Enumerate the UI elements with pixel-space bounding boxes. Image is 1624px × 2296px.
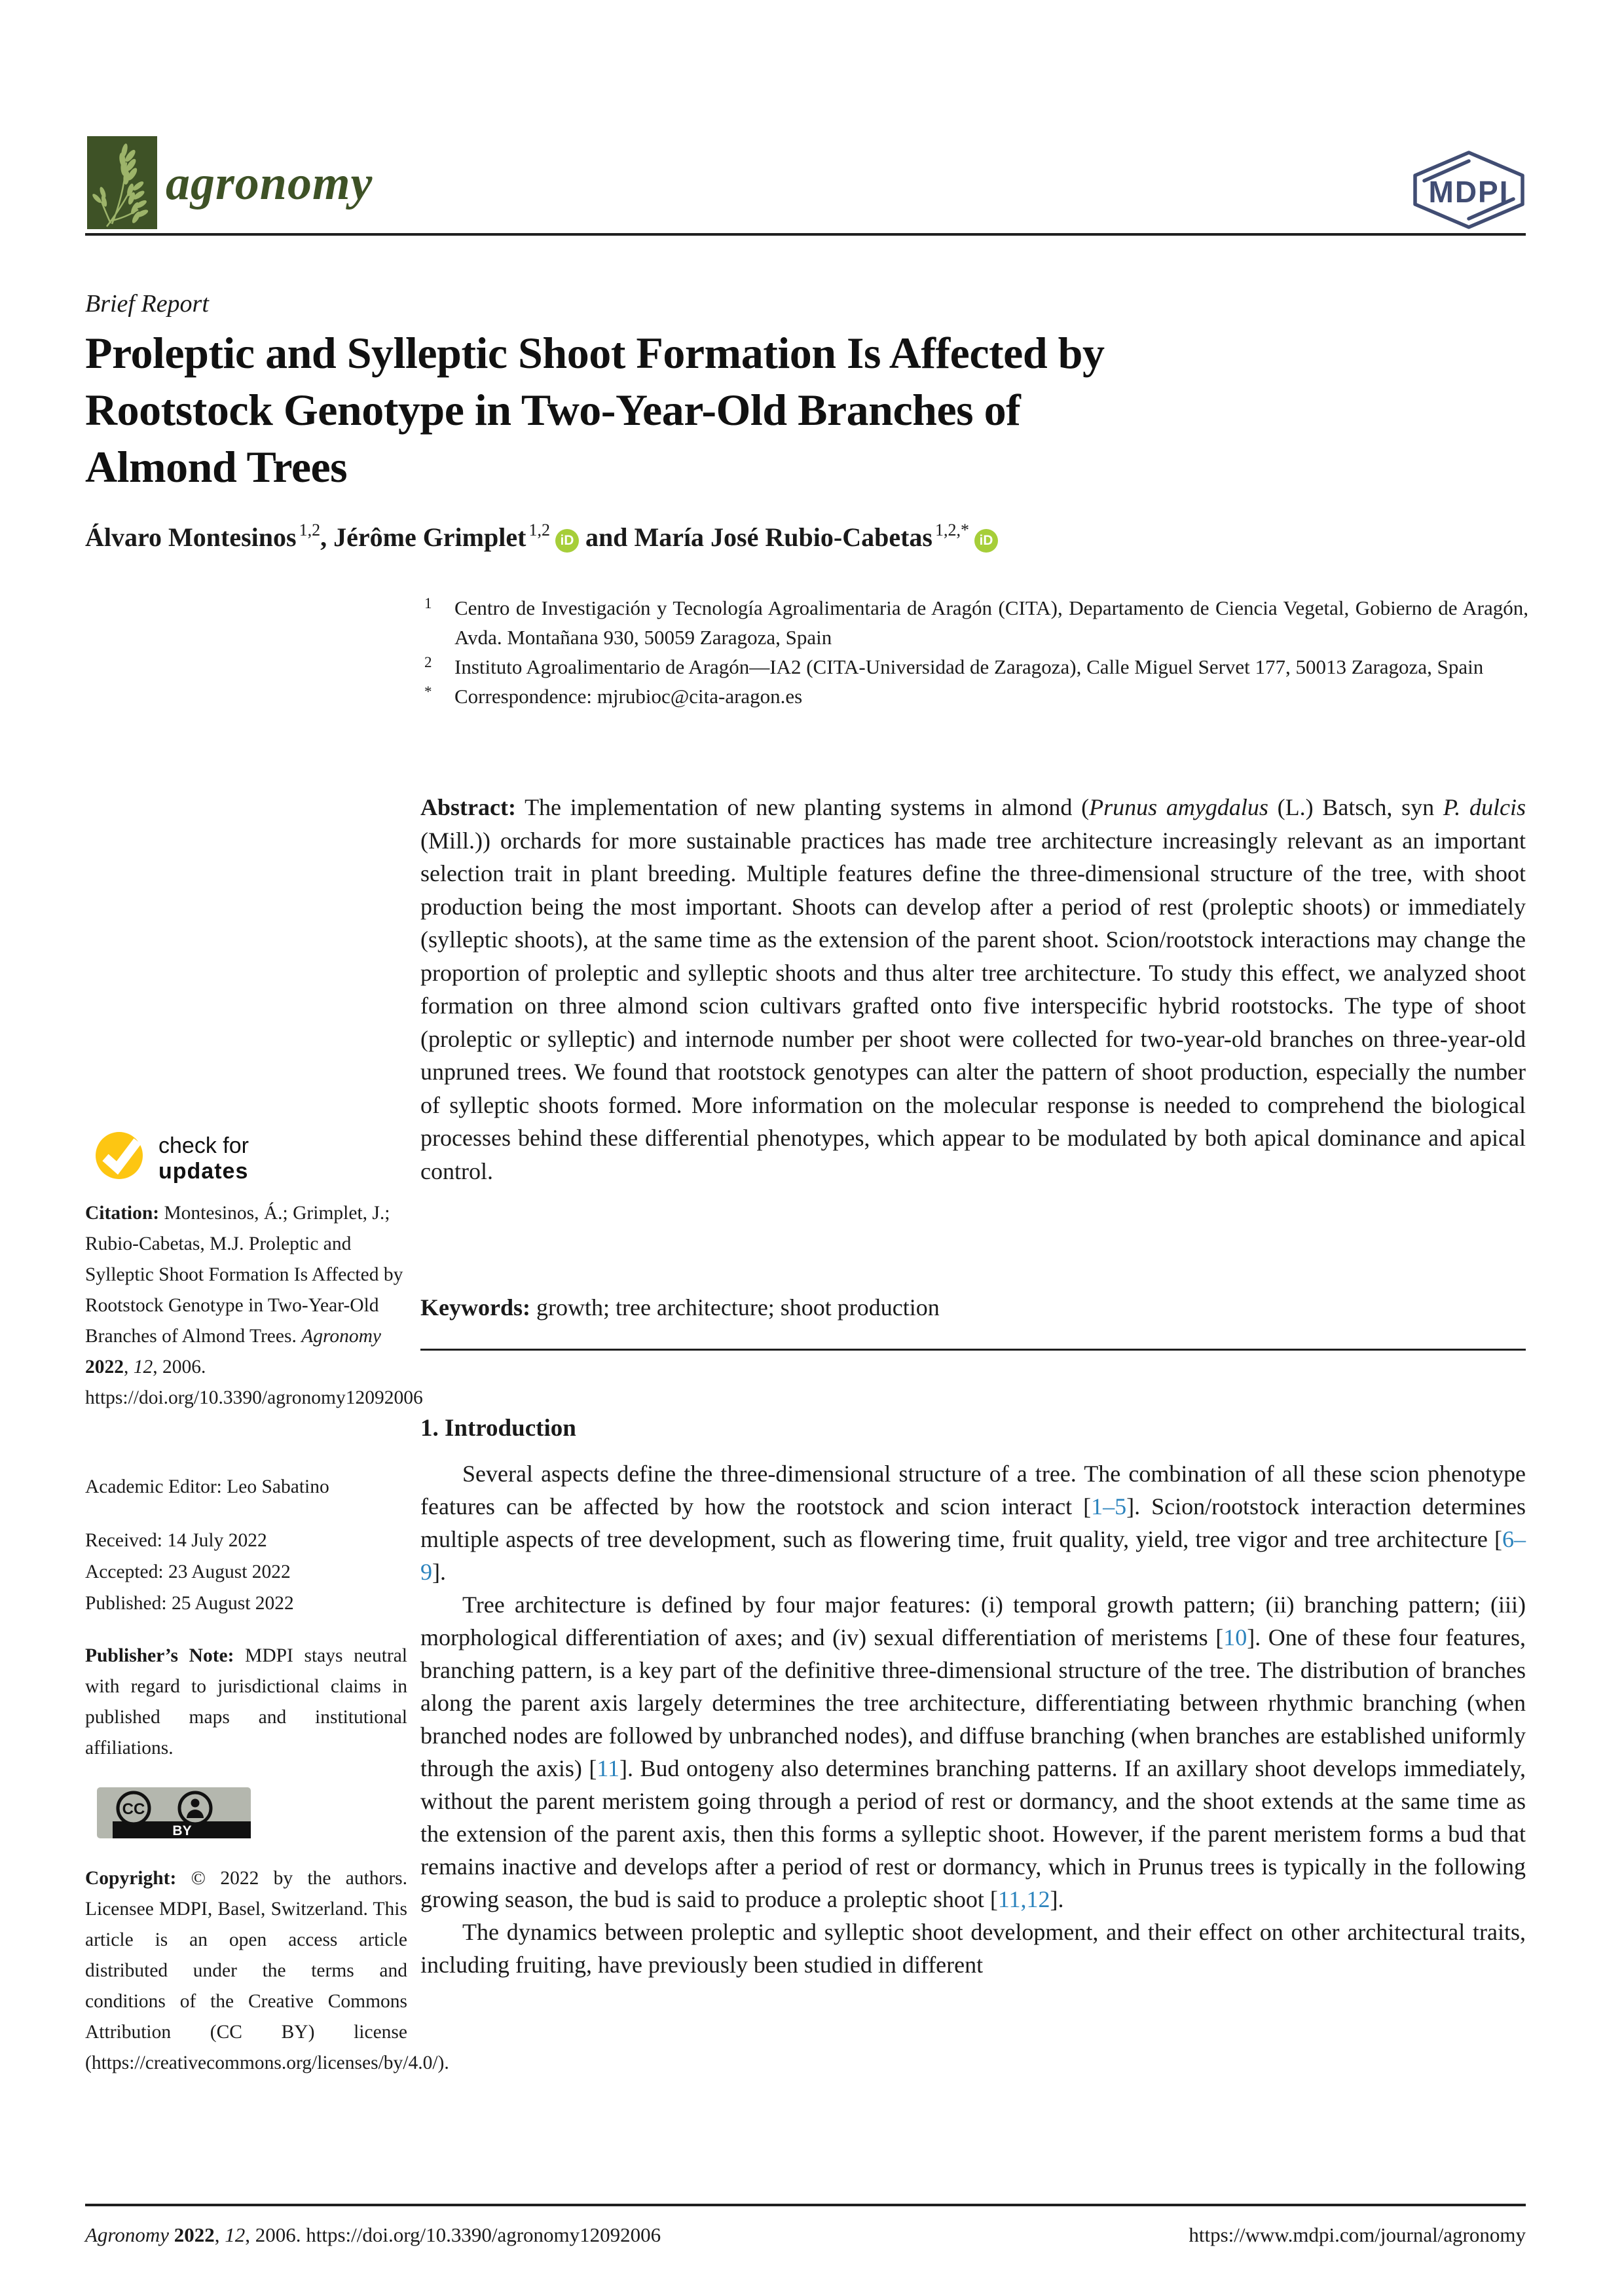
publishers-note	[85, 1641, 407, 1764]
reference-link[interactable]: 10	[1223, 1624, 1247, 1650]
author-affiliation-sup: 1,2,*	[934, 520, 969, 539]
footer-volume: 12	[225, 2223, 246, 2246]
affiliations	[420, 593, 1528, 711]
academic-editor-line: Academic Editor: Leo Sabatino	[85, 1476, 329, 1497]
section-heading-introduction: 1. Introduction	[420, 1415, 576, 1442]
reference-link[interactable]: 11	[597, 1755, 620, 1781]
citation-block	[85, 1198, 423, 1413]
article-title	[85, 325, 1388, 496]
paragraph-text: ].	[1050, 1886, 1064, 1912]
received-date: Received: 14 July 2022	[85, 1530, 267, 1551]
affiliation-marker: 2	[424, 654, 432, 670]
authors-line	[85, 522, 1526, 553]
footer-journal-url[interactable]: https://www.mdpi.com/journal/agronomy	[1189, 2223, 1526, 2246]
main-content	[420, 1414, 1526, 1981]
publishers-note-label: Publisher’s Note:	[85, 1645, 234, 1666]
agronomy-journal-logo-icon	[87, 136, 157, 229]
orcid-icon[interactable]: iD	[974, 529, 998, 553]
mdpi-logo[interactable]	[1410, 151, 1528, 229]
footer-text: ,	[214, 2223, 225, 2246]
accepted-date: Accepted: 23 August 2022	[85, 1561, 291, 1582]
paragraph-text: The dynamics between proleptic and sylleptic shoot development, and their effect on other architectural traits, including fruiting, have previously been studied in different	[420, 1919, 1526, 1978]
author-name: Jérôme Grimplet	[333, 522, 526, 552]
paragraph-text: ]. Scion/rootstock interaction determines multiple aspects of tree development, such as flowering time, fruit quality, yield, tree vigor and tree architecture [	[420, 1493, 1526, 1552]
citation-volume: 12	[133, 1357, 153, 1377]
affiliation-item	[420, 652, 1528, 682]
keywords-text: growth; tree architecture; shoot production	[530, 1294, 940, 1321]
paragraph-text: Tree architecture is defined by four major features: (i) temporal growth pattern; (ii) branching pattern; (iii) morphological differentiation of axes; and (iv) sexual differentiation of meristems [	[420, 1592, 1526, 1650]
affiliation-item	[420, 682, 1528, 711]
check-for-updates-icon[interactable]	[96, 1129, 148, 1182]
cc-icon-text: CC	[122, 1800, 145, 1818]
species-name: P. dulcis	[1443, 794, 1526, 820]
footer-divider	[85, 2204, 1526, 2206]
keywords-label: Keywords:	[420, 1294, 530, 1321]
citation-doi-link[interactable]: , 2006. https://doi.org/10.3390/agronomy12092006	[85, 1357, 423, 1408]
abstract-divider	[420, 1349, 1526, 1351]
title-line-3: Almond Trees	[85, 442, 348, 492]
citation-journal: Agronomy	[301, 1326, 382, 1347]
copyright-block	[85, 1863, 449, 2079]
title-line-1: Proleptic and Sylleptic Shoot Formation Is Affected by	[85, 328, 1105, 378]
footer-journal: Agronomy	[85, 2223, 174, 2246]
abstract-text: (Mill.)) orchards for more sustainable practices has made tree architecture increasingly relevant as an important selection trait in plant breeding. Multiple features define the three-dimensional structure of the tree, with shoot production being the most important. Shoots can develop after a period of rest (proleptic shoots) or immediately (sylleptic shoots), at the same time as the extension of the parent shoot. Scion/rootstock interactions may change the proportion of proleptic and sylleptic shoots and thus alter tree architecture. To study this effect, we analyzed shoot formation on three almond scion cultivars grafted onto five interspecific hybrid rootstocks. The type of shoot (proleptic or sylleptic) and internode number per shoot were collected for two-year-old branches on three-year-old unpruned trees. We found that rootstock genotypes can alter the pattern of shoot production, especially the number of sylleptic shoots formed. More information on the molecular response is needed to comprehend the biological processes behind these differential phenotypes, which appear to be modulated by both apical dominance and apical control.	[420, 827, 1526, 1184]
author-affiliation-sup: 1,2	[299, 520, 321, 539]
paragraph-text: ]. Bud ontogeny also determines branching patterns. If an axillary shoot develops immediately, without the parent meristem going through a period of rest or dormancy, and the shoot extends at the same time as the extension of the parent axis, then this forms a sylleptic shoot. However, if the parent meristem forms a bud that remains inactive and develops after a period of rest or dormancy, which in Prunus trees is typically in the following growing season, the bud is said to produce a proleptic shoot [	[420, 1755, 1526, 1912]
published-date: Published: 25 August 2022	[85, 1593, 294, 1614]
check-for-updates-button[interactable]	[158, 1133, 355, 1184]
citation-text: ,	[124, 1357, 134, 1377]
author-affiliation-sup: 1,2	[528, 520, 550, 539]
abstract	[420, 791, 1526, 1188]
affiliation-marker: *	[424, 683, 432, 700]
copyright-label: Copyright:	[85, 1868, 177, 1889]
footer-citation	[85, 2223, 661, 2247]
citation-text: Montesinos, Á.; Grimplet, J.; Rubio-Cabetas, M.J. Proleptic and Sylleptic Shoot Formation Is Affected by Rootstock Genotype in Two-Year-Old Branches of Almond Trees.	[85, 1203, 403, 1347]
reference-link[interactable]: 6–9	[420, 1526, 1526, 1585]
citation-label: Citation:	[85, 1203, 160, 1224]
species-name: Prunus amygdalus	[1089, 794, 1268, 820]
abstract-text: The implementation of new planting systems in almond (	[515, 794, 1090, 820]
copyright-text: © 2022 by the authors. Licensee MDPI, Basel, Switzerland. This article is an open access article distributed under the terms and conditions of the Creative Commons Attribution (CC BY) license (https://creativecommons.org/licenses/by/4.0/).	[85, 1868, 449, 2073]
author-name: Álvaro Montesinos	[85, 522, 297, 552]
orcid-icon[interactable]: iD	[555, 529, 579, 553]
affiliation-marker: 1	[424, 595, 432, 611]
header-divider	[85, 233, 1526, 236]
footer-year: 2022	[174, 2223, 215, 2246]
person-icon	[191, 1799, 200, 1808]
abstract-label: Abstract:	[420, 794, 516, 820]
publishers-note-text: MDPI stays neutral with regard to jurisdictional claims in published maps and institutional affiliations.	[85, 1645, 407, 1758]
intro-paragraph-3	[420, 1916, 1526, 1981]
check-for-updates-line1: check for	[158, 1133, 249, 1158]
intro-paragraph-1	[420, 1457, 1526, 1588]
paragraph-text: ].	[432, 1559, 446, 1585]
affiliation-text: Centro de Investigación y Tecnología Agroalimentaria de Aragón (CITA), Departamento de Ciencia Vegetal, Gobierno de Aragón, Avda. Montañana 930, 50059 Zaragoza, Spain	[454, 596, 1528, 649]
author-name: María José Rubio-Cabetas	[634, 522, 932, 552]
check-for-updates-line2: updates	[158, 1159, 249, 1184]
reference-link[interactable]: 11,12	[997, 1886, 1050, 1912]
author-separator: and	[578, 522, 635, 552]
journal-name: agronomy	[166, 156, 373, 210]
affiliation-text: Instituto Agroalimentario de Aragón—IA2 (CITA-Universidad de Zaragoza), Calle Miguel Servet 177, 50013 Zaragoza, Spain	[454, 655, 1484, 678]
mdpi-logo-text: MDPI	[1428, 175, 1509, 209]
paragraph-text: ]. One of these four features, branching pattern, is a key part of the definitive three-dimensional structure of the tree. The distribution of branches along the parent axis largely determines the tree architecture, differentiating between rhythmic branching (when branched nodes are followed by unbranched nodes), and diffuse branching (when branches are established uniformly through the axis) [	[420, 1624, 1526, 1781]
title-line-2: Rootstock Genotype in Two-Year-Old Branches of	[85, 385, 1021, 435]
citation-year: 2022	[85, 1357, 124, 1377]
affiliation-item	[420, 593, 1528, 652]
reference-link[interactable]: 1–5	[1091, 1493, 1127, 1520]
footer-doi-link[interactable]: , 2006. https://doi.org/10.3390/agronomy12092006	[245, 2223, 661, 2246]
abstract-text: (L.) Batsch, syn	[1268, 794, 1443, 820]
intro-paragraph-2	[420, 1588, 1526, 1916]
cc-by-license-badge[interactable]	[97, 1787, 251, 1838]
cc-by-text: BY	[172, 1823, 192, 1838]
author-separator: ,	[320, 522, 334, 552]
paragraph-text: Several aspects define the three-dimensional structure of a tree. The combination of all these scion phenotype features can be affected by how the rootstock and scion interact [	[420, 1461, 1526, 1520]
article-type-label: Brief Report	[85, 290, 209, 318]
correspondence-email[interactable]: Correspondence: mjrubioc@cita-aragon.es	[454, 685, 803, 708]
keywords-line	[420, 1294, 1526, 1321]
